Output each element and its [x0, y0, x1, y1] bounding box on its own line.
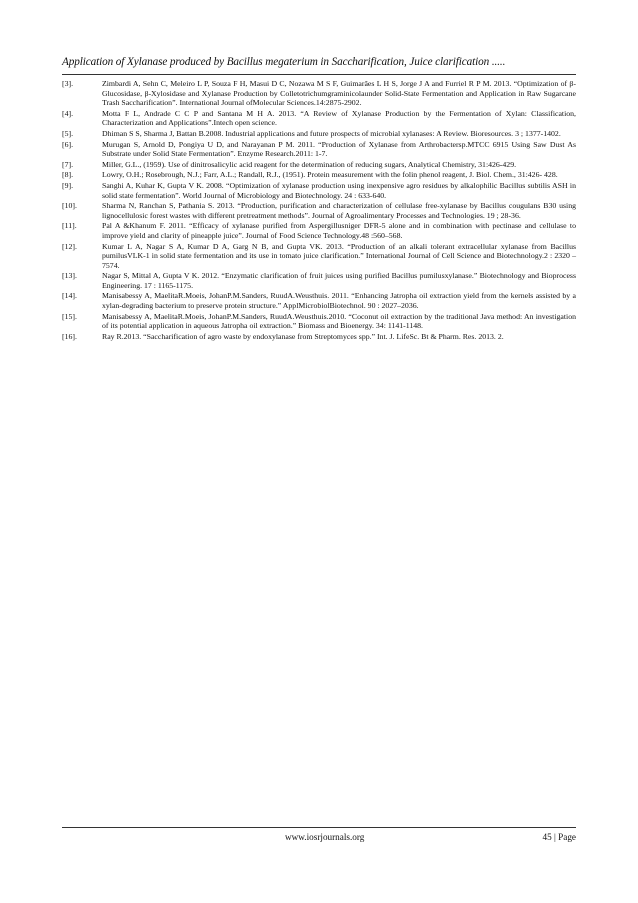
reference-number: [11]. [62, 221, 77, 231]
reference-item [62, 242, 576, 271]
reference-number: [7]. [62, 159, 74, 169]
reference-item [62, 79, 576, 108]
reference-item [62, 140, 576, 159]
reference-text: Pal A &Khanum F. 2011. “Efficacy of xylanase purified from Aspergillusniger DFR-5 alone and in combination with pectinase and cellulase to improve yield and clarity of pineapple juice”. Journal of Food Science Technology.48 :560–568. [102, 221, 576, 240]
reference-text: Zimbardi A, Sehn C, Meleiro L P, Souza F H, Masui D C, Nozawa M S F, Guimarães L H S, Jorge J A and Furriel R P M. 2013. “Optimization of β-Glucosidase, β-Xylosidase and Xylanase Production by Colletotrichumgraminicolaunder Solid-State Fermentation and Application in Raw Sugarcane Trash Saccharification”. International Journal ofMolecular Sciences.14:2875-2902. [102, 79, 576, 108]
reference-number: [10]. [62, 201, 77, 211]
reference-number: [3]. [62, 79, 74, 88]
reference-number: [15]. [62, 311, 77, 321]
reference-text: Miller, G.L., (1959). Use of dinitrosalicylic acid reagent for the determination of reducing sugars, Analytical Chemistry, 31:426-429. [102, 159, 517, 169]
reference-number: [13]. [62, 271, 77, 281]
reference-number: [16]. [62, 331, 77, 341]
reference-text: Manisabessy A, MaelitaR.Moeis, JohanP.M.Sanders, RuudA.Weusthuis. 2011. “Enhancing Jatropha oil extraction yield from the kernels assisted by a xylan-degrading bacterium to preserve protein structure.” ApplMicrobiolBiotechnol. 90 : 2027–2036. [102, 291, 576, 311]
reference-number: [8]. [62, 170, 74, 180]
reference-text: Manisabessy A, MaelitaR.Moeis, JohanP.M.Sanders, RuudA.Weusthuis.2010. “Coconut oil extraction by the traditional Java method: An investigation of its potential application in aqueous Jatropha oil extraction.” Biomass and Bioenergy. 34: 1141-1148. [102, 311, 576, 331]
reference-item [62, 312, 576, 331]
footer-website: www.iosrjournals.org [285, 832, 365, 842]
reference-item [62, 332, 576, 342]
reference-number: [5]. [62, 128, 74, 138]
reference-text: Lowry, O.H.; Rosebrough, N.J.; Farr, A.L.; Randall, R.J., (1951). Protein measurement with the folin phenol reagent, J. Biol. Chem., 31:426- 428. [102, 170, 558, 180]
footer-divider [62, 827, 576, 828]
reference-item [62, 160, 576, 170]
reference-item [62, 170, 576, 180]
footer-page-number: 45 | Page [542, 832, 576, 842]
reference-text: Dhiman S S, Sharma J, Battan B.2008. Industrial applications and future prospects of microbial xylanases: A Review. Bioresources. 3 ; 1377-1402. [102, 128, 561, 138]
reference-item [62, 291, 576, 310]
reference-text: Kumar L A, Nagar S A, Kumar D A, Garg N B, and Gupta VK. 2013. “Production of an alkali tolerant extracellular xylanase from Bacillus pumilusVLK-1 in solid state fermentation and its use in tomato juice clarification.” International Journal of Cell Science and Biotechnology.2 : 2320 –7574. [102, 241, 576, 270]
reference-number: [9]. [62, 180, 74, 190]
reference-item [62, 129, 576, 139]
reference-item [62, 201, 576, 220]
reference-text: Sanghi A, Kuhar K, Gupta V K. 2008. “Optimization of xylanase production using inexpensive agro residues by alkalophilic Bacillus subtilis ASH in solid state fermentation”. World Journal of Microbiology and Biotechnology. 24 : 633-640. [102, 180, 576, 200]
reference-item [62, 221, 576, 240]
running-header: Application of Xylanase produced by Bacillus megaterium in Saccharification, Juice clarification ..... [62, 56, 506, 68]
reference-item [62, 271, 576, 290]
header-divider [62, 74, 576, 75]
reference-number: [14]. [62, 291, 77, 301]
reference-text: Murugan S, Arnold D, Pongiya U D, and Narayanan P M. 2011. “Production of Xylanase from Arthrobactersp.MTCC 6915 Using Saw Dust As Substrate under Solid State Fermentation”. Enzyme Research.2011: 1-7. [102, 139, 576, 159]
reference-text: Sharma N, Ranchan S, Pathania S. 2013. “Production, purification and characterization of cellulase free-xylanase by Bacillus cougulans B30 using lignocellulosic forest wastes with different pretreatment methods”. Journal of Agroalimentary Processes and Technologies. 19 ; 28-36. [102, 201, 576, 220]
reference-text: Nagar S, Mittal A, Gupta V K. 2012. “Enzymatic clarification of fruit juices using purified Bacillus pumilusxylanase.” Biotechnology and Bioprocess Engineering. 17 : 1165-1175. [102, 271, 576, 290]
reference-item [62, 109, 576, 128]
reference-item [62, 181, 576, 200]
reference-list [62, 79, 576, 342]
reference-number: [12]. [62, 241, 77, 251]
reference-text: Ray R.2013. “Saccharification of agro waste by endoxylanase from Streptomyces spp.” Int. J. LifeSc. Bt & Pharm. Res. 2013. 2. [102, 331, 504, 341]
reference-text: Motta F L, Andrade C C P and Santana M H A. 2013. “A Review of Xylanase Production by the Fermentation of Xylan: Classification, Characterization and Applications”.Intech open science. [102, 108, 576, 128]
reference-number: [4]. [62, 108, 74, 118]
reference-number: [6]. [62, 139, 74, 149]
